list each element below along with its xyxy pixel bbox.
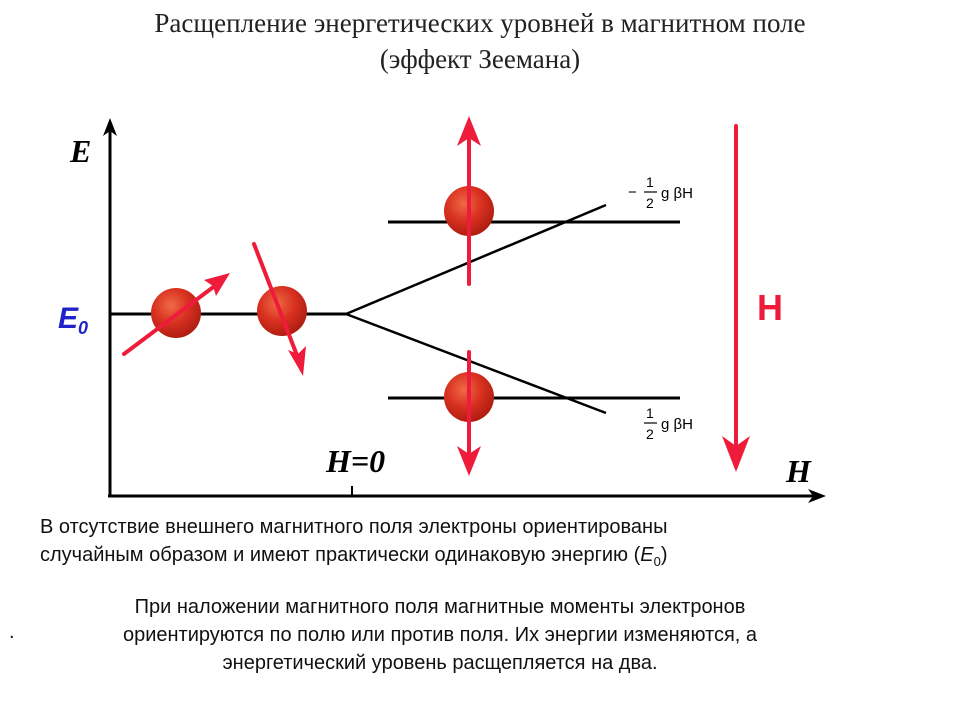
lower-energy-formula xyxy=(644,405,693,442)
x-axis-label: H xyxy=(786,453,811,489)
paragraph-with-field-line-1: При наложении магнитного поля магнитные моменты электронов xyxy=(134,596,746,618)
upper-energy-formula xyxy=(628,174,693,211)
title-line-2: (эффект Зеемана) xyxy=(379,44,581,74)
stray-dot: . xyxy=(9,621,15,643)
paragraph-no-field xyxy=(40,513,920,576)
paragraph-with-field xyxy=(40,593,840,677)
axes xyxy=(103,118,826,503)
lower-formula-numerator: 1 xyxy=(646,405,654,421)
upper-formula-denominator: 2 xyxy=(646,195,654,211)
lower-formula-rest: g βH xyxy=(661,416,693,433)
base-level-label: $E_0$ xyxy=(58,302,89,338)
paragraph-with-field-line-3: энергетический уровень расщепляется на два. xyxy=(222,652,658,674)
line2-text: случайным образом и имеют практически одинаковую энергию ( xyxy=(40,544,641,566)
upper-formula-numerator: 1 xyxy=(646,174,654,190)
title-line-1: Расщепление энергетических уровней в магнитном поле xyxy=(154,8,806,38)
paragraph-no-field-line-1: В отсутствие внешнего магнитного поля электроны ориентированы xyxy=(40,516,668,538)
upper-formula-sign: − xyxy=(628,184,637,201)
line2-close: ) xyxy=(660,544,668,566)
y-axis-label: E xyxy=(70,133,92,169)
h-zero-label: H=0 xyxy=(326,443,386,479)
field-label: H xyxy=(757,287,783,328)
paragraph-no-field-line-2 xyxy=(40,541,920,576)
lower-formula-denominator: 2 xyxy=(646,426,654,442)
line2-var: E xyxy=(640,544,654,566)
line2-sub: 0 xyxy=(653,554,661,569)
paragraph-with-field-line-2: ориентируются по полю или против поля. Их энергии изменяются, а xyxy=(122,624,758,646)
upper-formula-rest: g βH xyxy=(661,185,693,202)
